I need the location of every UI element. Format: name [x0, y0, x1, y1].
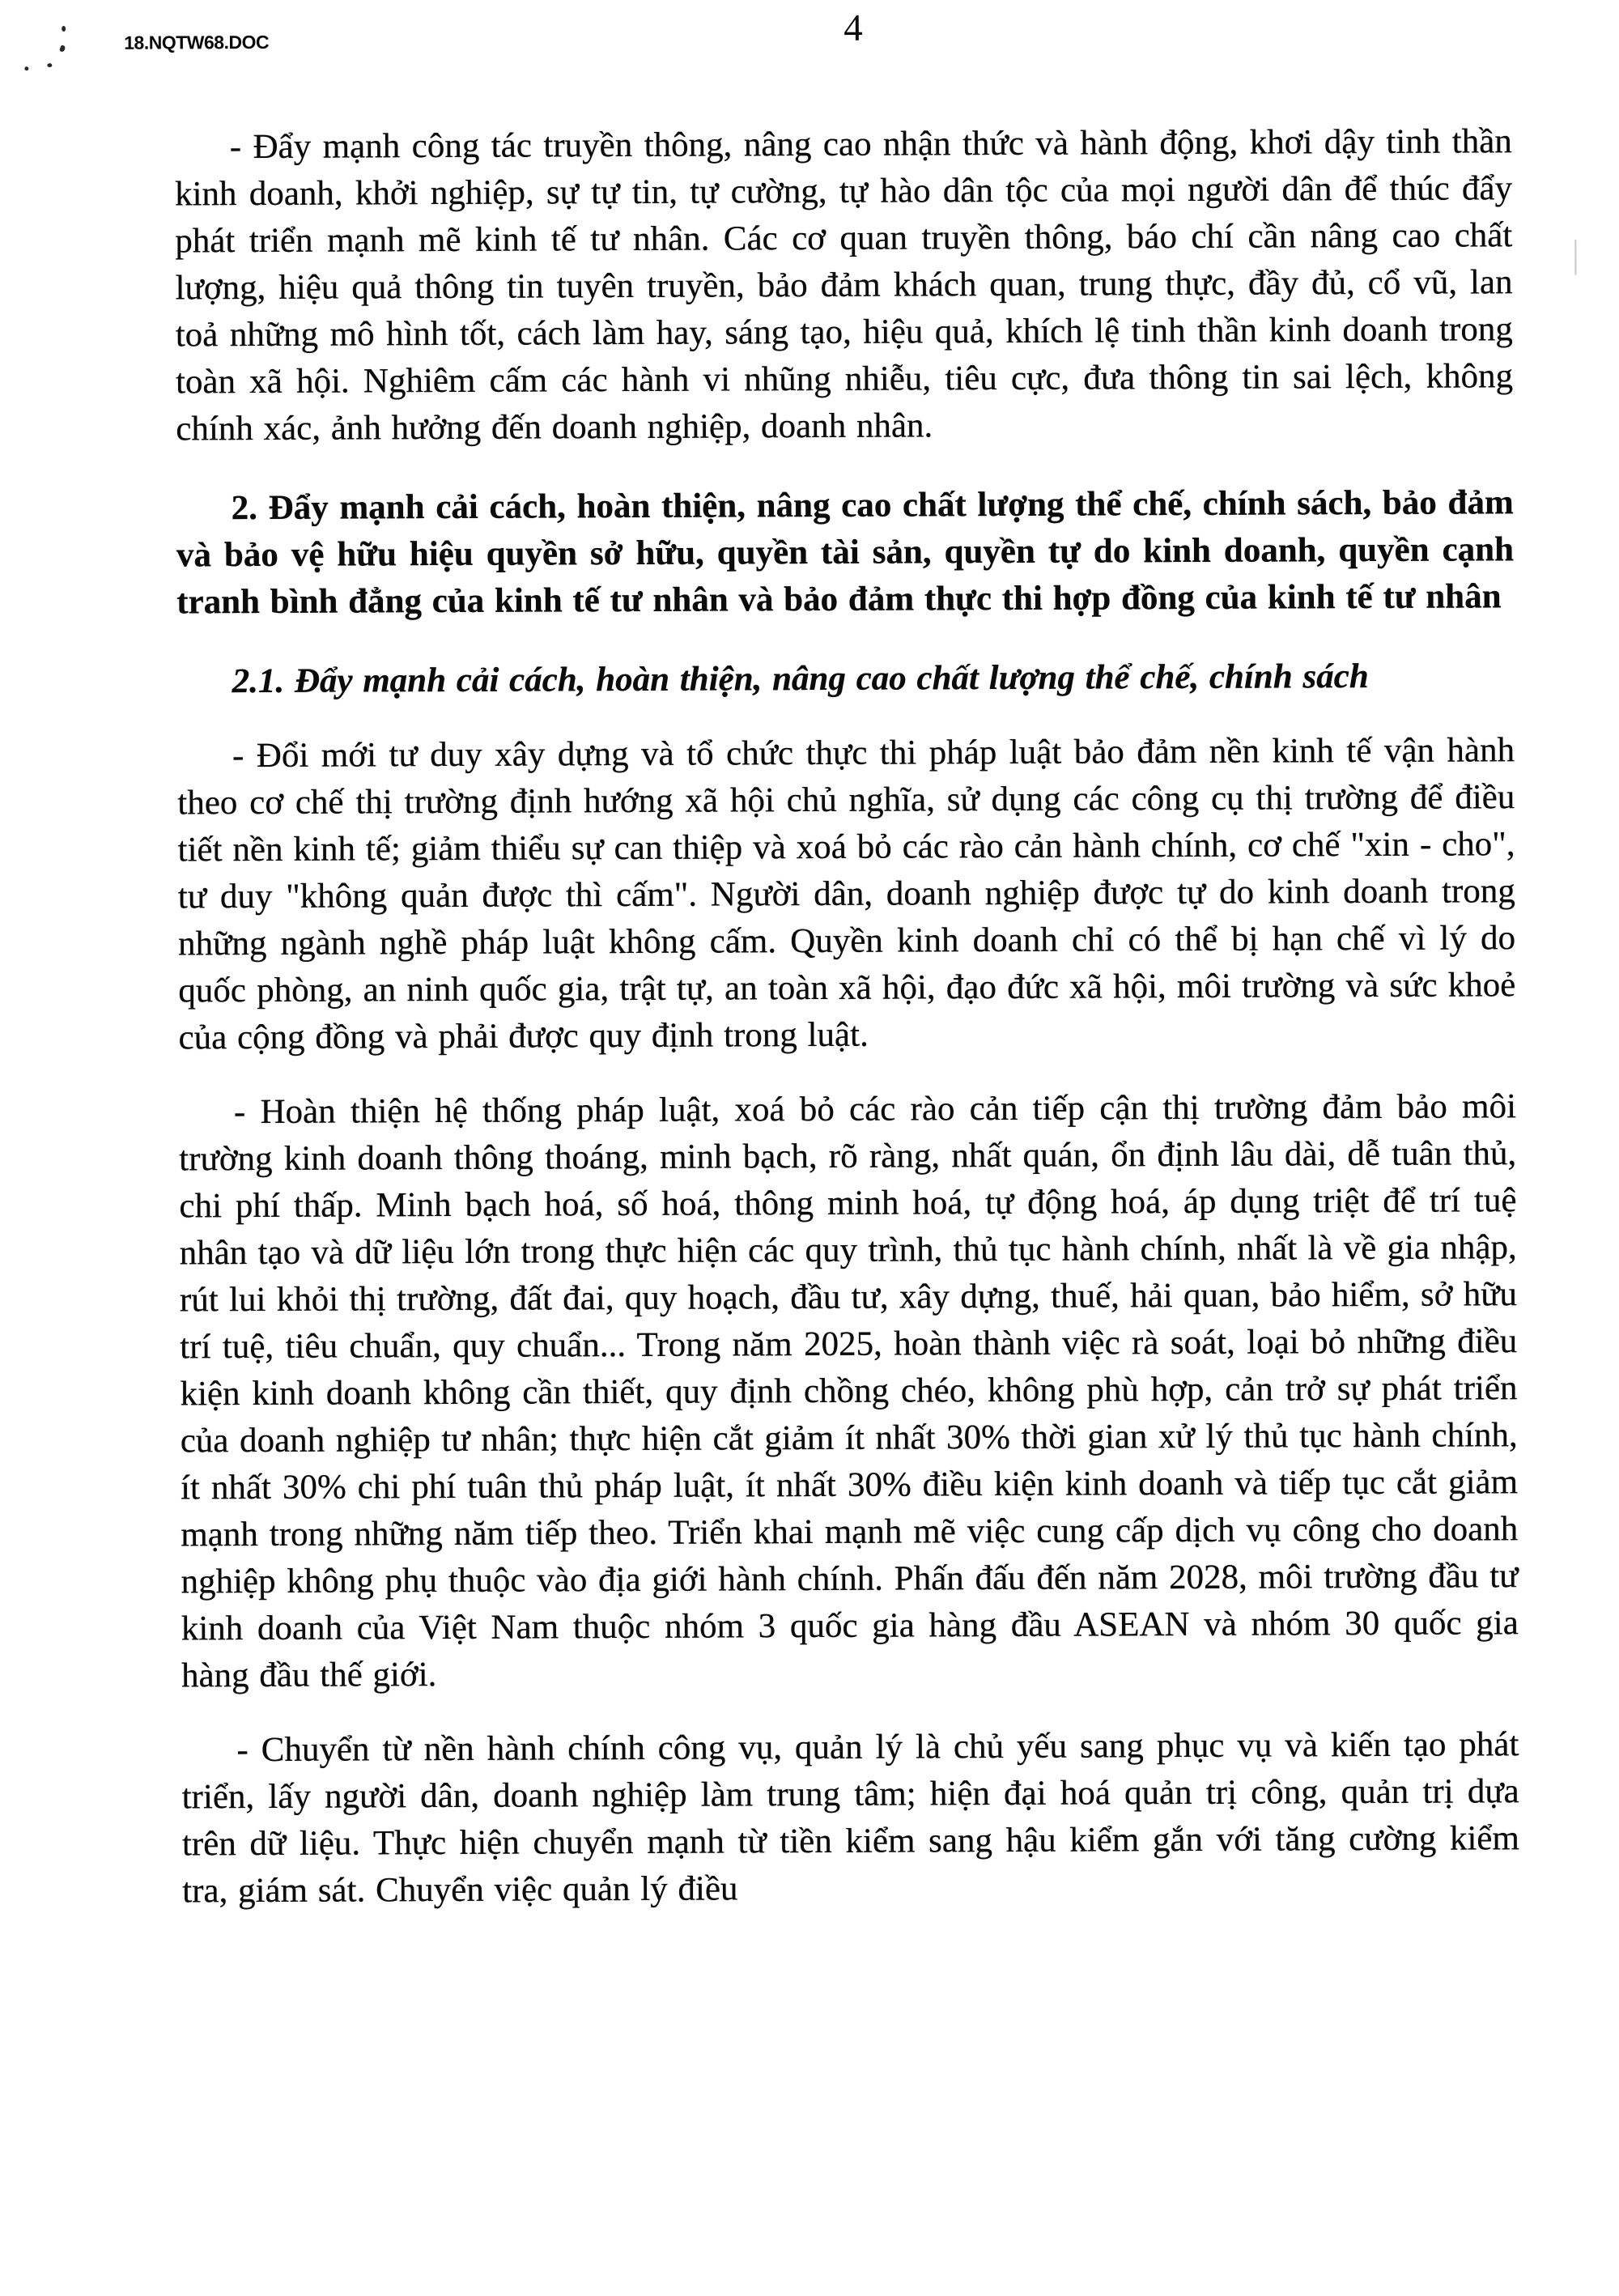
paragraph-chuyen-hanh-chinh: - Chuyển từ nền hành chính công vụ, quản lý là chủ yếu sang phục vụ và kiến tạo phát triển, lấy người dân, doanh nghiệp làm trung tâm; hiện đại hoá quản trị công, quản trị dựa trên dữ liệu. Thực hiện chuyển mạnh từ tiền kiểm sang hậu kiểm gắn với tăng cường kiểm tra, giám sát. Chuyển việc quản lý điều [181, 1725, 1520, 1911]
scan-artifact [24, 66, 28, 70]
scan-artifact [62, 26, 66, 32]
paragraph-truyen-thong: - Đẩy mạnh công tác truyền thông, nâng cao nhận thức và hành động, khơi dậy tinh thần kinh doanh, khởi nghiệp, sự tự tin, tự cường, tự hào dân tộc của mọi người dân để thúc đẩy phát triển mạnh mẽ kinh tế tư nhân. Các cơ quan truyền thông, báo chí cần nâng cao chất lượng, hiệu quả thông tin tuyên truyền, bảo đảm khách quan, trung thực, đầy đủ, cổ vũ, lan toả những mô hình tốt, cách làm hay, sáng tạo, hiệu quả, khích lệ tinh thần kinh doanh trong toàn xã hội. Nghiêm cấm các hành vi nhũng nhiễu, tiêu cực, đưa thông tin sai lệch, không chính xác, ảnh hưởng đến doanh nghiệp, doanh nhân. [174, 122, 1514, 449]
page-number: 4 [843, 6, 863, 49]
paragraph-doi-moi-tu-duy: - Đổi mới tư duy xây dựng và tổ chức thực thi pháp luật bảo đảm nền kinh tế vận hành theo cơ chế thị trường định hướng xã hội chủ nghĩa, sử dụng các công cụ thị trường để điều tiết nền kinh tế; giảm thiểu sự can thiệp và xoá bỏ các rào cản hành chính, cơ chế "xin - cho", tư duy "không quản được thì cấm". Người dân, doanh nghiệp được tự do kinh doanh trong những ngành nghề pháp luật không cấm. Quyền kinh doanh chỉ có thể bị hạn chế vì lý do quốc phòng, an ninh quốc gia, trật tự, an toàn xã hội, đạo đức xã hội, môi trường và sức khoẻ của cộng đồng và phải được quy định trong luật. [177, 731, 1516, 1057]
section-2-heading: 2. Đẩy mạnh cải cách, hoàn thiện, nâng cao chất lượng thể chế, chính sách, bảo đảm và bảo vệ hữu hiệu quyền sở hữu, quyền tài sản, quyền tự do kinh doanh, quyền cạnh tranh bình đẳng của kinh tế tư nhân và bảo đảm thực thi hợp đồng của kinh tế tư nhân [176, 483, 1515, 622]
document-body [175, 118, 1520, 1915]
scan-artifact [59, 45, 66, 53]
section-2-1-subheading: 2.1. Đẩy mạnh cải cách, hoàn thiện, nâng cao chất lượng thể chế, chính sách [232, 657, 1369, 701]
scan-artifact [1574, 240, 1576, 275]
scan-artifact [47, 63, 52, 67]
paragraph-hoan-thien-phap-luat: - Hoàn thiện hệ thống pháp luật, xoá bỏ các rào cản tiếp cận thị trường đảm bảo môi trường kinh doanh thông thoáng, minh bạch, rõ ràng, nhất quán, ổn định lâu dài, dễ tuân thủ, chi phí thấp. Minh bạch hoá, số hoá, thông minh hoá, tự động hoá, áp dụng triệt để trí tuệ nhân tạo và dữ liệu lớn trong thực hiện các quy trình, thủ tục hành chính, nhất là về gia nhập, rút lui khỏi thị trường, đất đai, quy hoạch, đầu tư, xây dựng, thuế, hải quan, bảo hiểm, sở hữu trí tuệ, tiêu chuẩn, quy chuẩn... Trong năm 2025, hoàn thành việc rà soát, loại bỏ những điều kiện kinh doanh không cần thiết, quy định chồng chéo, không phù hợp, cản trở sự phát triển của doanh nghiệp tư nhân; thực hiện cắt giảm ít nhất 30% thời gian xử lý thủ tục hành chính, ít nhất 30% chi phí tuân thủ pháp luật, ít nhất 30% điều kiện kinh doanh và tiếp tục cắt giảm mạnh trong những năm tiếp theo. Triển khai mạnh mẽ việc cung cấp dịch vụ công cho doanh nghiệp không phụ thuộc vào địa giới hành chính. Phấn đấu đến năm 2028, môi trường đầu tư kinh doanh của Việt Nam thuộc nhóm 3 quốc gia hàng đầu ASEAN và nhóm 30 quốc gia hàng đầu thế giới. [179, 1087, 1519, 1695]
doc-filename-label: 18.NQTW68.DOC [124, 31, 270, 53]
